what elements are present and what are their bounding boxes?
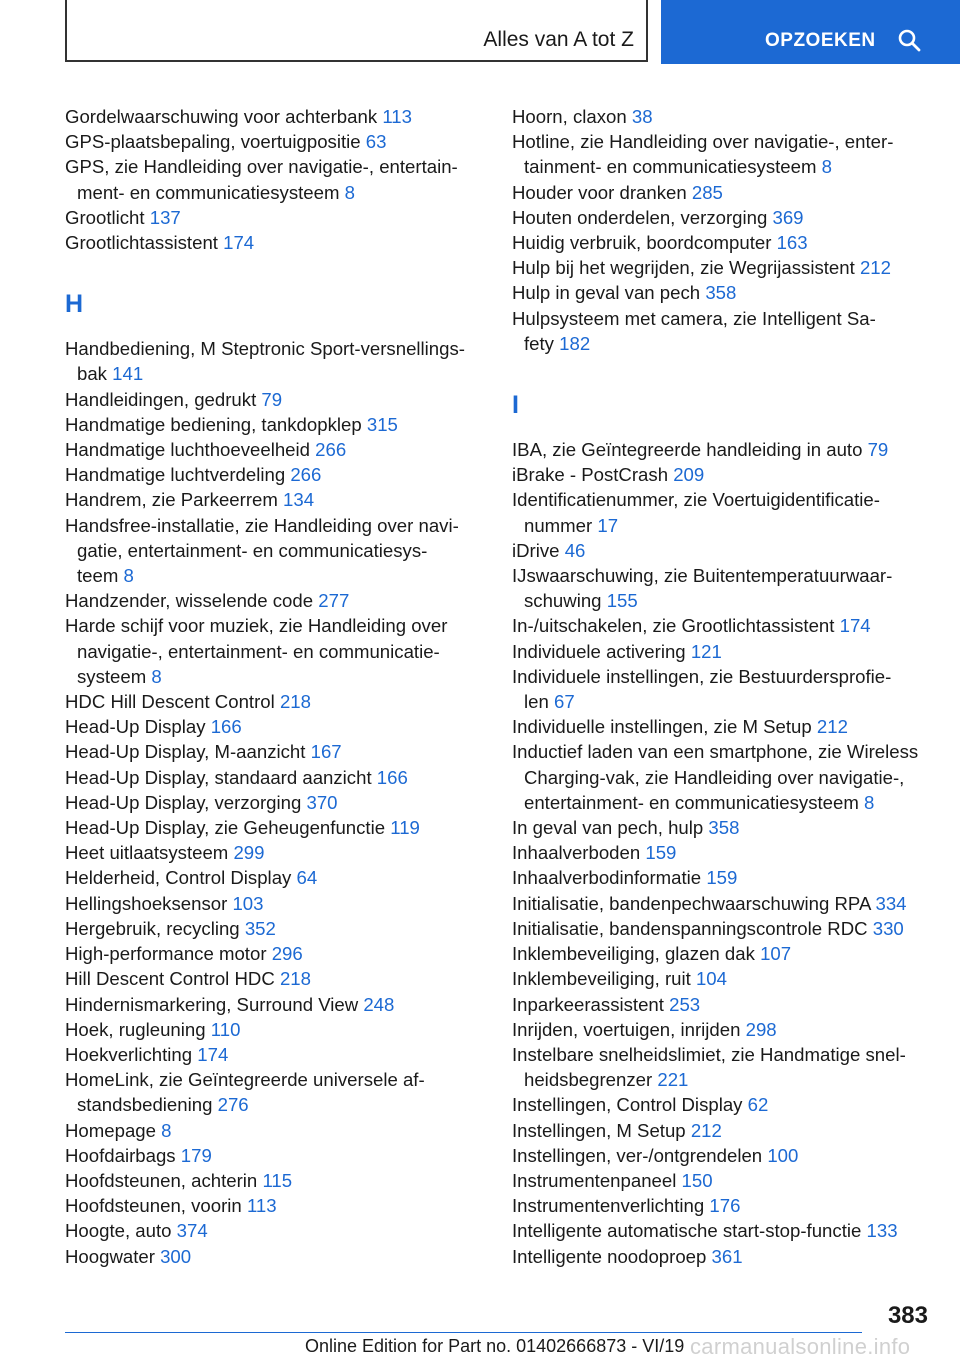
page-reference-link[interactable]: 64	[296, 867, 318, 889]
index-entry	[512, 1193, 932, 1218]
page-reference-link[interactable]: 300	[160, 1245, 192, 1267]
index-entry-text: Initialisatie, bandenspanningscontrole RDC	[512, 917, 868, 939]
index-entry	[512, 1017, 932, 1042]
index-entry	[512, 714, 932, 739]
page-reference-link[interactable]: 103	[232, 892, 264, 914]
page-reference-link[interactable]: 155	[606, 590, 638, 612]
index-entry-text: Hulp bij het wegrijden, zie Wegrijassistent	[512, 257, 855, 279]
index-entry	[65, 790, 495, 815]
page-reference-link[interactable]: 121	[690, 640, 722, 662]
page-reference-link[interactable]: 209	[673, 464, 705, 486]
index-entry-text: Head-Up Display, zie Geheugenfunctie	[65, 817, 386, 839]
watermark: carmanualsonline.info	[690, 1334, 911, 1359]
index-entry-text: Harde schijf voor muziek, zie Handleiding over	[65, 615, 448, 637]
index-entry-text: Hellingshoeksensor	[65, 892, 228, 914]
index-entry-text: Hulpsysteem met camera, zie Intelligent Sa-	[512, 307, 876, 329]
index-entry	[65, 992, 495, 1017]
page-reference-link[interactable]: 46	[564, 539, 586, 561]
index-entry-text: Hindernismarkering, Surround View	[65, 993, 359, 1015]
page-reference-link[interactable]: 212	[859, 257, 891, 279]
index-entry	[512, 1168, 932, 1193]
index-entry-text: Instellingen, Control Display	[512, 1094, 743, 1116]
index-entry	[65, 1168, 495, 1193]
index-entry	[512, 205, 932, 230]
page-reference-link[interactable]: 110	[210, 1018, 241, 1040]
page-reference-link[interactable]: 276	[217, 1094, 249, 1116]
index-entry	[65, 437, 495, 462]
page-reference-link[interactable]: 62	[747, 1094, 769, 1116]
index-entry	[512, 462, 932, 487]
index-entry-text: Handbediening, M Steptronic Sport-versnellings-	[65, 338, 465, 360]
page-reference-link[interactable]: 167	[310, 741, 342, 763]
index-entry-text: Instellingen, ver-/ontgrendelen	[512, 1144, 763, 1166]
search-button-label: OPZOEKEN	[765, 30, 876, 51]
index-entry	[512, 916, 932, 941]
index-entry	[65, 916, 495, 941]
index-entry	[65, 714, 495, 739]
index-entry	[65, 966, 495, 991]
page-reference-link[interactable]: 352	[244, 917, 276, 939]
index-entry	[65, 865, 495, 890]
page-reference-link[interactable]: 8	[123, 565, 134, 587]
index-entry-text: Hoorn, claxon	[512, 106, 627, 127]
index-entry	[512, 941, 932, 966]
index-entry-text: Hoofdsteunen, voorin	[65, 1195, 242, 1217]
page-reference-link[interactable]: 358	[705, 282, 737, 304]
index-entry	[512, 180, 932, 205]
index-entry	[65, 613, 495, 689]
page-reference-link[interactable]: 358	[708, 817, 740, 839]
index-entry-text: Heet uitlaatsysteem	[65, 842, 229, 864]
index-entry-text: Head-Up Display	[65, 716, 206, 738]
index-entry	[65, 387, 495, 412]
page-reference-link[interactable]: 67	[554, 691, 575, 713]
index-entry-text: Hotline, zie Handleiding over navigatie-, enter-	[512, 131, 894, 153]
page-reference-link[interactable]: 115	[262, 1169, 293, 1191]
page-reference-link[interactable]: 113	[382, 106, 412, 127]
page-reference-link[interactable]: 137	[149, 206, 181, 228]
index-entry	[512, 563, 932, 613]
index-entry-text: bak	[77, 363, 107, 385]
index-entry	[65, 840, 495, 865]
index-entry	[512, 1143, 932, 1168]
index-entry	[65, 1118, 495, 1143]
page-reference-link[interactable]: 38	[631, 106, 653, 127]
index-entry-text: Individuelle instellingen, zie M Setup	[512, 716, 812, 738]
page-reference-link[interactable]: 8	[821, 156, 832, 178]
index-entry	[65, 487, 495, 512]
index-letter-heading: H	[65, 290, 84, 319]
index-entry-text: Inductief laden van een smartphone, zie Wireless	[512, 741, 919, 763]
index-entry-text: Identificatienummer, zie Voertuigidentificatie-	[512, 489, 880, 511]
index-entry-text: Hoofdsteunen, achterin	[65, 1169, 258, 1191]
section-tab-title: Alles van A tot Z	[483, 28, 634, 51]
index-entry	[65, 513, 495, 589]
page-reference-link[interactable]: 374	[176, 1220, 208, 1242]
index-entry	[65, 462, 495, 487]
index-entry	[512, 739, 932, 815]
index-entry-text: gatie, entertainment- en communicatiesys-	[77, 539, 428, 561]
index-entry	[65, 230, 495, 255]
index-entry-text: In-/uitschakelen, zie Grootlichtassistent	[512, 615, 835, 637]
index-entry	[65, 1244, 495, 1269]
page-reference-link[interactable]: 163	[776, 232, 808, 254]
index-entry-text: Handzender, wisselende code	[65, 590, 314, 612]
page-reference-link[interactable]: 174	[839, 615, 871, 637]
index-entry-text: Head-Up Display, standaard aanzicht	[65, 766, 372, 788]
index-entry-text: systeem	[77, 665, 147, 687]
page-reference-link[interactable]: 266	[315, 439, 347, 461]
page-reference-link[interactable]: 212	[816, 716, 848, 738]
index-entry-text: Instelbare snelheidslimiet, zie Handmatige snel-	[512, 1043, 906, 1065]
index-entry	[65, 739, 495, 764]
page-reference-link[interactable]: 277	[318, 590, 350, 612]
index-entry-text: GPS, zie Handleiding over navigatie-, entertain-	[65, 156, 458, 178]
index-entry-text: In geval van pech, hulp	[512, 817, 704, 839]
page-reference-link[interactable]: 141	[112, 363, 144, 385]
index-entry-text: Helderheid, Control Display	[65, 867, 292, 889]
index-entry	[512, 280, 932, 305]
index-entry-text: entertainment- en communicatiesysteem	[524, 791, 859, 813]
page-reference-link[interactable]: 248	[363, 993, 395, 1015]
page-reference-link[interactable]: 113	[246, 1195, 277, 1217]
search-button[interactable]	[661, 0, 960, 64]
page-reference-link[interactable]: 266	[290, 464, 322, 486]
index-entry	[512, 1042, 932, 1092]
index-entry-text: GPS-plaatsbepaling, voertuigpositie	[65, 131, 361, 153]
page-reference-link[interactable]: 133	[866, 1220, 898, 1242]
index-entry-text: Inrijden, voertuigen, inrijden	[512, 1018, 741, 1040]
index-entry	[512, 664, 932, 714]
page-reference-link[interactable]: 159	[706, 867, 738, 889]
index-entry-text: teem	[77, 565, 119, 587]
index-entry-text: ment- en communicatiesysteem	[77, 181, 340, 203]
index-entry-text: HomeLink, zie Geïntegreerde universele af-	[65, 1069, 425, 1091]
page-reference-link[interactable]: 79	[261, 388, 283, 410]
page-reference-link[interactable]: 361	[711, 1245, 743, 1267]
page-reference-link[interactable]: 299	[233, 842, 265, 864]
index-entry-text: Intelligente noodoproep	[512, 1245, 707, 1267]
index-entry	[65, 941, 495, 966]
page-reference-link[interactable]: 119	[390, 817, 420, 839]
index-entry-text: High-performance motor	[65, 943, 267, 965]
index-entry	[512, 538, 932, 563]
page-number: 383	[887, 1302, 928, 1329]
index-entry	[512, 306, 932, 356]
index-entry	[65, 205, 495, 230]
index-entry-text: Handleidingen, gedrukt	[65, 388, 257, 410]
page-reference-link[interactable]: 221	[657, 1069, 689, 1091]
index-entry-text: Head-Up Display, M-aanzicht	[65, 741, 306, 763]
index-entry-text: Hill Descent Control HDC	[65, 968, 275, 990]
index-entry-text: Initialisatie, bandenpechwaarschuwing RPA	[512, 892, 871, 914]
page-reference-link[interactable]: 8	[864, 791, 875, 813]
page-reference-link[interactable]: 330	[872, 917, 904, 939]
page-reference-link[interactable]: 218	[279, 968, 311, 990]
page-reference-link[interactable]: 174	[223, 232, 255, 254]
index-entry	[65, 588, 495, 613]
index-entry-text: Handmatige luchthoeveelheid	[65, 439, 310, 461]
index-entry	[65, 1017, 495, 1042]
index-entry-text: Hoogwater	[65, 1245, 155, 1267]
page-reference-link[interactable]: 174	[197, 1043, 229, 1065]
index-entry-text: IJswaarschuwing, zie Buitentemperatuurwaar-	[512, 565, 893, 587]
section-tab[interactable]	[65, 0, 648, 62]
index-entry-text: schuwing	[524, 590, 602, 612]
page-reference-link[interactable]: 176	[709, 1195, 741, 1217]
index-entry-text: Handsfree-installatie, zie Handleiding over navi-	[65, 514, 459, 536]
index-entry-text: Huidig verbruik, boordcomputer	[512, 232, 772, 254]
page-reference-link[interactable]: 369	[772, 206, 804, 228]
page-reference-link[interactable]: 159	[645, 842, 677, 864]
index-entry-text: iDrive	[512, 539, 560, 561]
index-entry-text: HDC Hill Descent Control	[65, 691, 275, 713]
index-entry	[512, 966, 932, 991]
index-entry-text: Inhaalverbodinformatie	[512, 867, 702, 889]
index-entry	[65, 815, 495, 840]
index-entry	[65, 412, 495, 437]
index-entry-text: Gordelwaarschuwing voor achterbank	[65, 106, 378, 127]
index-entry-text: standsbediening	[77, 1094, 213, 1116]
page-reference-link[interactable]: 166	[210, 716, 242, 738]
index-entry-text: tainment- en communicatiesysteem	[524, 156, 817, 178]
index-entry-text: Intelligente automatische start-stop-functie	[512, 1220, 862, 1242]
search-icon	[897, 28, 921, 52]
index-entry-text: Inklembeveiliging, ruit	[512, 968, 691, 990]
page-reference-link[interactable]: 218	[279, 691, 311, 713]
index-entry	[512, 1092, 932, 1117]
index-entry	[512, 865, 932, 890]
page-reference-link[interactable]: 182	[559, 332, 591, 354]
index-entry	[65, 891, 495, 916]
index-entry	[512, 992, 932, 1017]
index-entry-text: Inklembeveiliging, glazen dak	[512, 943, 755, 965]
page-reference-link[interactable]: 212	[690, 1119, 722, 1141]
index-entry	[65, 154, 495, 204]
index-entry-text: Inparkeerassistent	[512, 993, 664, 1015]
index-entry	[65, 689, 495, 714]
index-entry-text: Individuele instellingen, zie Bestuurdersprofie-	[512, 665, 892, 687]
index-entry	[65, 1143, 495, 1168]
index-entry-text: heidsbegrenzer	[524, 1069, 653, 1091]
page-reference-link[interactable]: 107	[760, 943, 792, 965]
index-letter-heading: I	[512, 391, 519, 420]
index-entry	[512, 1244, 932, 1269]
page-reference-link[interactable]: 8	[161, 1119, 172, 1141]
index-entry-text: fety	[524, 332, 554, 354]
index-entry	[512, 613, 932, 638]
index-entry	[512, 840, 932, 865]
index-entry-text: iBrake - PostCrash	[512, 464, 669, 486]
index-entry-text: Inhaalverboden	[512, 842, 641, 864]
index-entry-text: Instrumentenverlichting	[512, 1195, 705, 1217]
page-reference-link[interactable]: 315	[366, 413, 398, 435]
index-entry-text: IBA, zie Geïntegreerde handleiding in auto	[512, 439, 863, 461]
index-entry	[512, 129, 932, 179]
index-entry-text: Houten onderdelen, verzorging	[512, 206, 768, 228]
page-reference-link[interactable]: 334	[875, 892, 907, 914]
page-reference-link[interactable]: 296	[271, 943, 303, 965]
index-entry	[65, 765, 495, 790]
page-reference-link[interactable]: 17	[597, 514, 619, 536]
index-entry	[65, 1193, 495, 1218]
index-entry	[512, 815, 932, 840]
header	[0, 0, 960, 66]
index-entry-text: Hoek, rugleuning	[65, 1018, 206, 1040]
index-entry	[512, 230, 932, 255]
index-entry-text: Individuele activering	[512, 640, 686, 662]
page-reference-link[interactable]: 79	[867, 439, 889, 461]
index-entry	[512, 437, 932, 462]
index-entry-text: Grootlicht	[65, 206, 145, 228]
index-entry	[512, 891, 932, 916]
page-reference-link[interactable]: 8	[344, 181, 355, 203]
index-entry-text: Homepage	[65, 1119, 156, 1141]
index-entry-text: Charging-vak, zie Handleiding over navigatie-,	[524, 766, 905, 788]
index-entry-text: Hoofdairbags	[65, 1144, 176, 1166]
index-entry	[512, 639, 932, 664]
index-entry-text: Hoogte, auto	[65, 1220, 172, 1242]
index-entry-text: Handrem, zie Parkeerrem	[65, 489, 278, 511]
page-reference-link[interactable]: 166	[376, 766, 408, 788]
edition-footer: Online Edition for Part no. 01402666873 - VI/19	[305, 1336, 685, 1356]
index-entry	[512, 255, 932, 280]
index-entry	[512, 1218, 932, 1243]
page-reference-link[interactable]: 370	[306, 791, 338, 813]
index-entry-text: Houder voor dranken	[512, 181, 687, 203]
index-entry	[512, 1118, 932, 1143]
page-reference-link[interactable]: 63	[365, 131, 387, 153]
index-entry-text: nummer	[524, 514, 593, 536]
index-entry-text: Instrumentenpaneel	[512, 1169, 677, 1191]
index-entry	[65, 1218, 495, 1243]
index-entry	[512, 487, 932, 537]
index-column-left	[65, 104, 495, 1269]
index-entry	[65, 1042, 495, 1067]
page-reference-link[interactable]: 134	[283, 489, 315, 511]
index-entry	[65, 104, 495, 129]
page-reference-link[interactable]: 8	[151, 665, 162, 687]
page-reference-link[interactable]: 150	[681, 1169, 713, 1191]
index-entry-text: Handmatige luchtverdeling	[65, 464, 286, 486]
page-reference-link[interactable]: 285	[691, 181, 723, 203]
index-entry	[65, 129, 495, 154]
index-entry	[512, 104, 932, 129]
page-reference-link[interactable]: 100	[767, 1144, 799, 1166]
index-entry-text: Instellingen, M Setup	[512, 1119, 686, 1141]
page-reference-link[interactable]: 104	[695, 968, 727, 990]
index-entry	[65, 1067, 495, 1117]
index-entry-text: Grootlichtassistent	[65, 232, 218, 254]
page-reference-link[interactable]: 179	[180, 1144, 212, 1166]
index-entry-text: navigatie-, entertainment- en communicatie-	[77, 640, 440, 662]
index-column-right	[512, 104, 932, 1269]
index-entry-text: Hoekverlichting	[65, 1043, 193, 1065]
index-entry	[65, 336, 495, 386]
index-entry-text: Hergebruik, recycling	[65, 917, 240, 939]
page-reference-link[interactable]: 253	[669, 993, 701, 1015]
index-entry-text: Head-Up Display, verzorging	[65, 791, 302, 813]
footer-divider	[65, 1332, 862, 1333]
index-entry-text: Hulp in geval van pech	[512, 282, 701, 304]
index-entry-text: Handmatige bediening, tankdopklep	[65, 413, 362, 435]
page-reference-link[interactable]: 298	[745, 1018, 777, 1040]
index-entry-text: len	[524, 691, 549, 713]
